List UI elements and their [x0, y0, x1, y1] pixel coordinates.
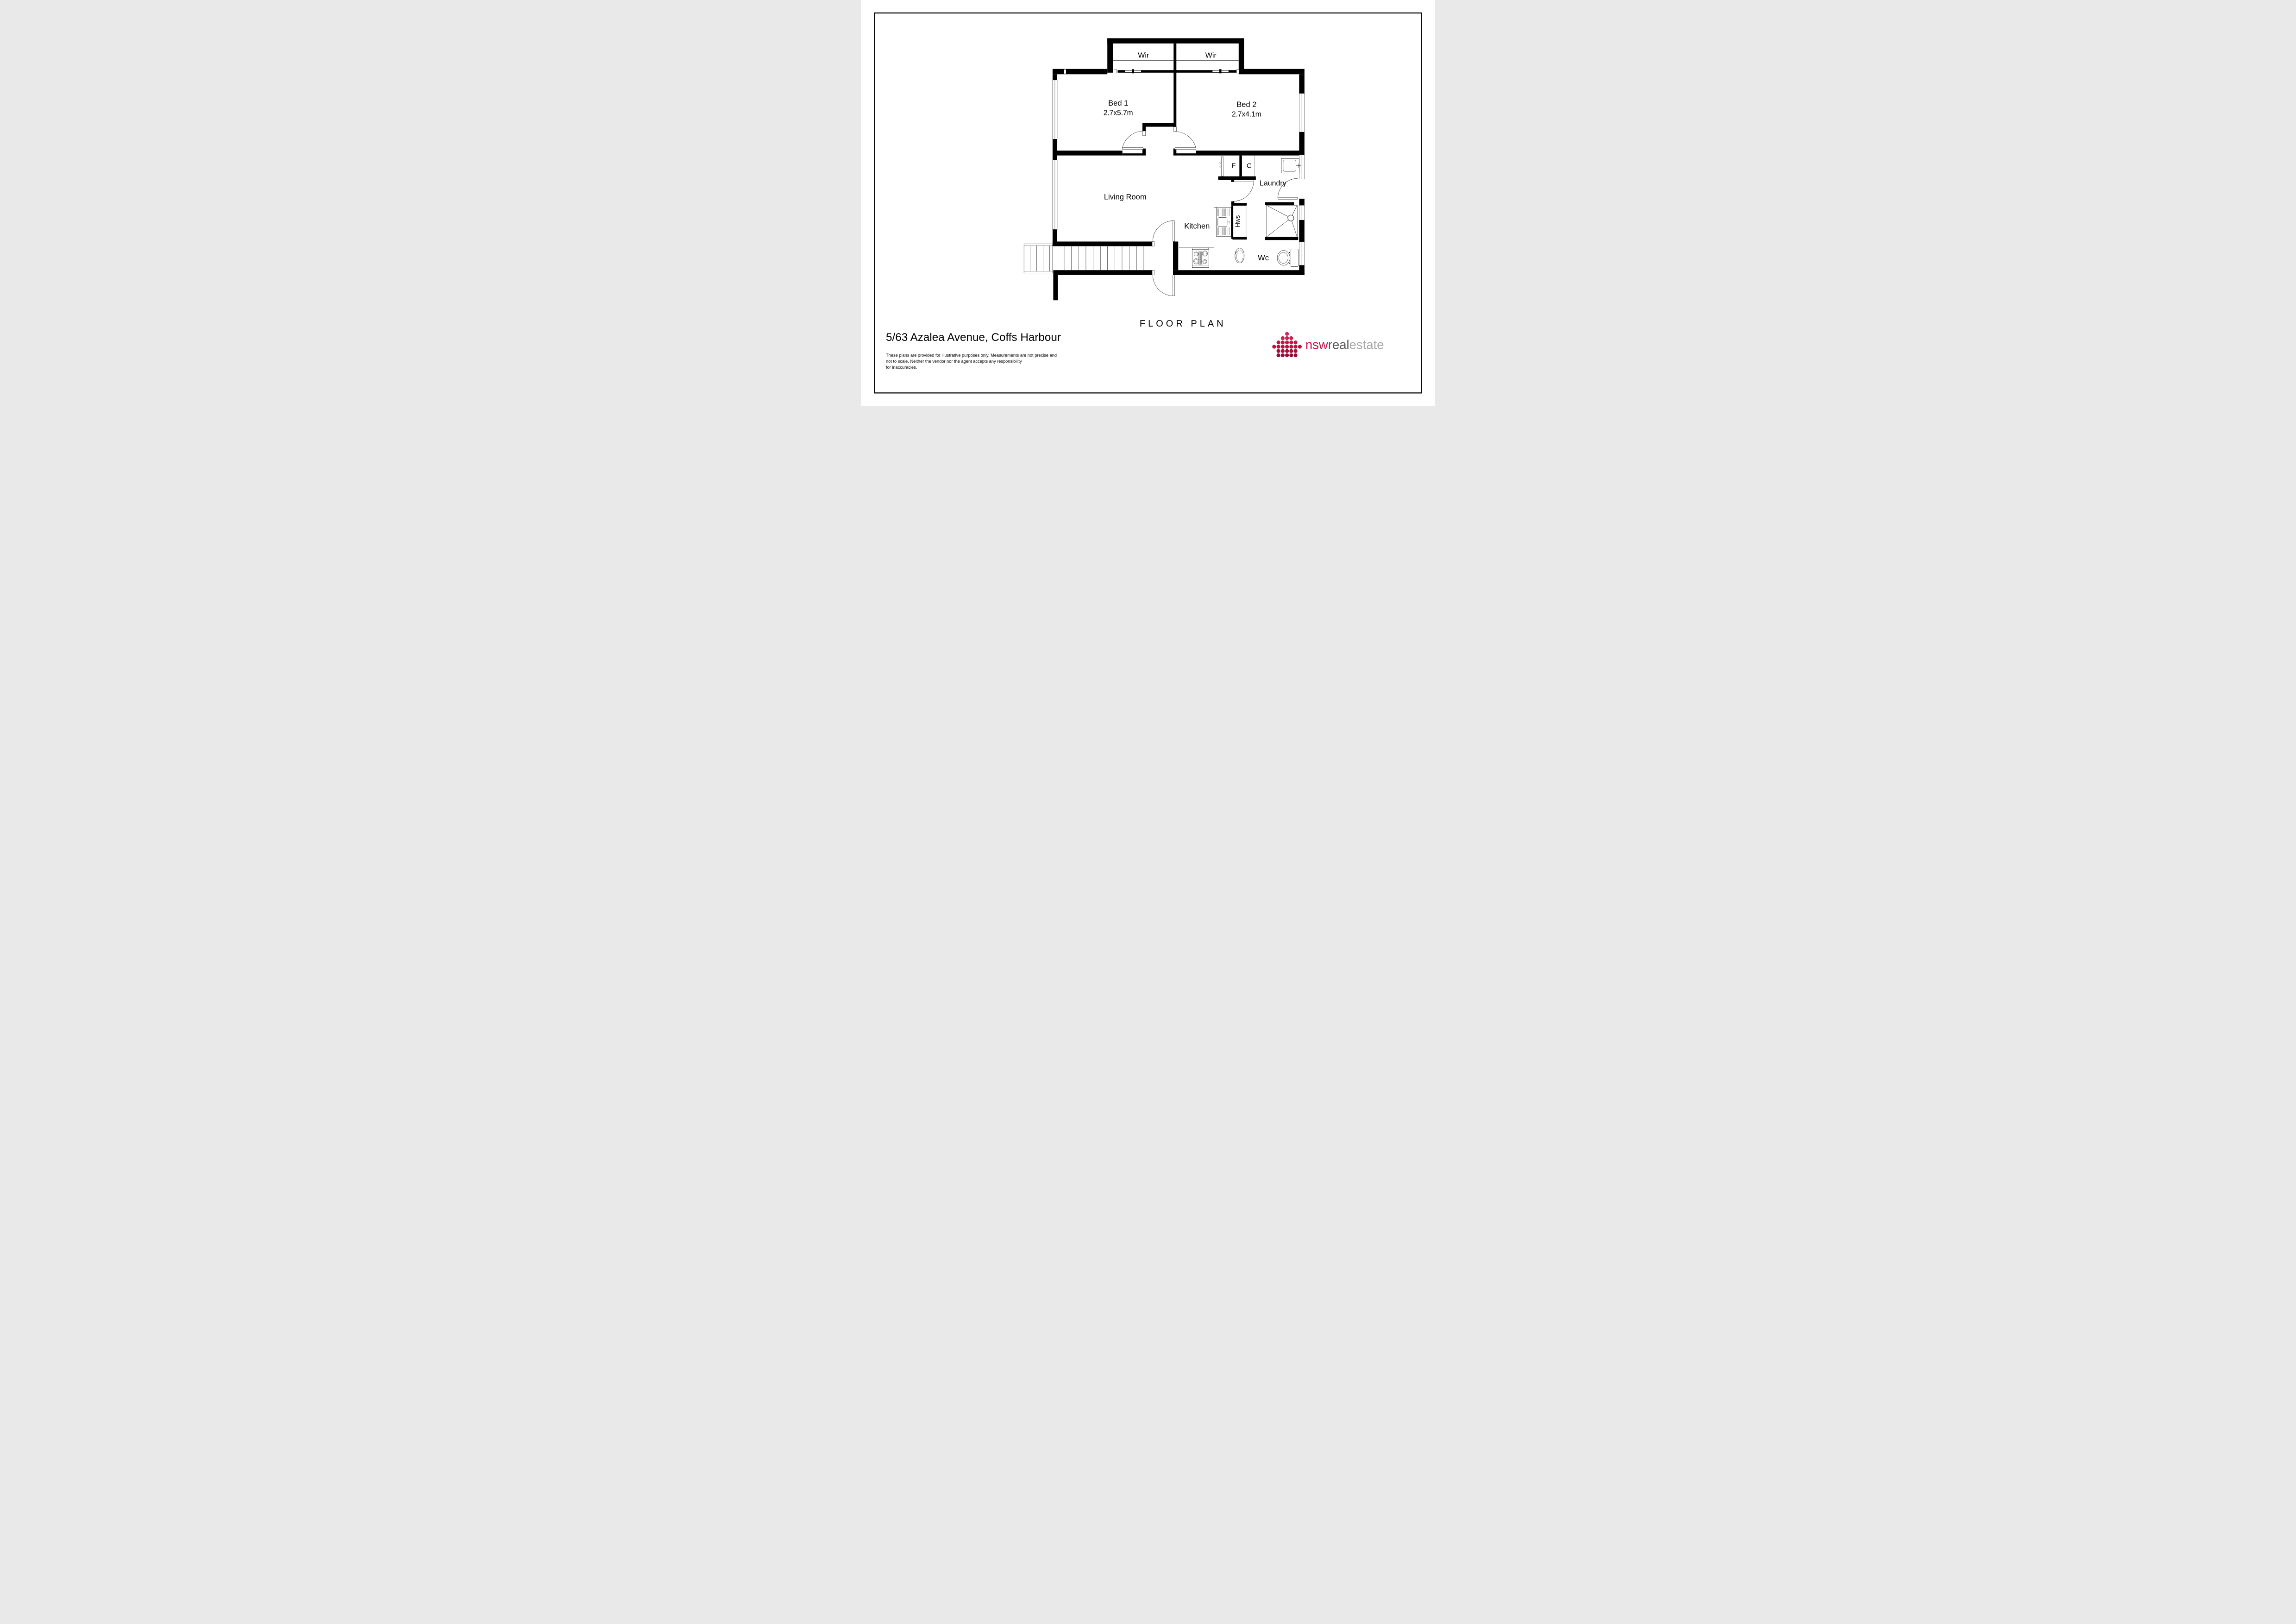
- document-page: [861, 0, 1435, 406]
- label-wc: Wc: [1258, 254, 1269, 263]
- bed2-window: [1299, 94, 1305, 132]
- label-wir-left: Wir: [1138, 51, 1149, 60]
- label-laundry: Laundry: [1259, 179, 1286, 188]
- label-bed2-size: 2.7x4.1m: [1231, 110, 1261, 119]
- laundry-tub: [1281, 158, 1301, 173]
- stair-landing: [1024, 244, 1053, 273]
- wc-basin: [1235, 248, 1244, 263]
- bed1-window: [1053, 80, 1057, 139]
- laundry-window: [1299, 155, 1305, 179]
- label-cupboard: C: [1246, 162, 1252, 170]
- disclaimer-line: not to scale. Neither the vendor nor the agent accepts any responsibility: [886, 359, 1022, 364]
- disclaimer-line: These plans are provided for illustrative purposes only. Measurements are not precise and: [886, 352, 1057, 358]
- logo-text-estate: estate: [1349, 337, 1384, 352]
- label-bed2: Bed 2: [1236, 101, 1257, 109]
- label-wir-right: Wir: [1205, 51, 1217, 60]
- label-living: Living Room: [1104, 193, 1147, 201]
- living-window: [1053, 160, 1057, 229]
- kitchen-sink: [1216, 208, 1231, 237]
- label-hws: Hws: [1234, 215, 1241, 227]
- logo-text-real: real: [1328, 337, 1349, 352]
- label-kitchen: Kitchen: [1184, 222, 1210, 231]
- shower-window: [1299, 205, 1305, 220]
- label-fridge: F: [1231, 162, 1236, 170]
- shower: [1267, 205, 1298, 237]
- address-title: 5/63 Azalea Avenue, Coffs Harbour: [886, 331, 1061, 344]
- floor-plan-caption: FLOOR PLAN: [1139, 318, 1226, 329]
- label-bed1: Bed 1: [1108, 99, 1129, 108]
- stove: [1192, 248, 1209, 268]
- logo-text: [1305, 337, 1384, 352]
- logo-text-nsw: nsw: [1305, 337, 1328, 352]
- label-bed1-size: 2.7x5.7m: [1103, 109, 1133, 117]
- disclaimer-line: for inaccuracies.: [886, 365, 917, 370]
- wc-window: [1299, 242, 1305, 265]
- floor-plan-svg: [861, 0, 1435, 406]
- shower-drain: [1288, 215, 1294, 221]
